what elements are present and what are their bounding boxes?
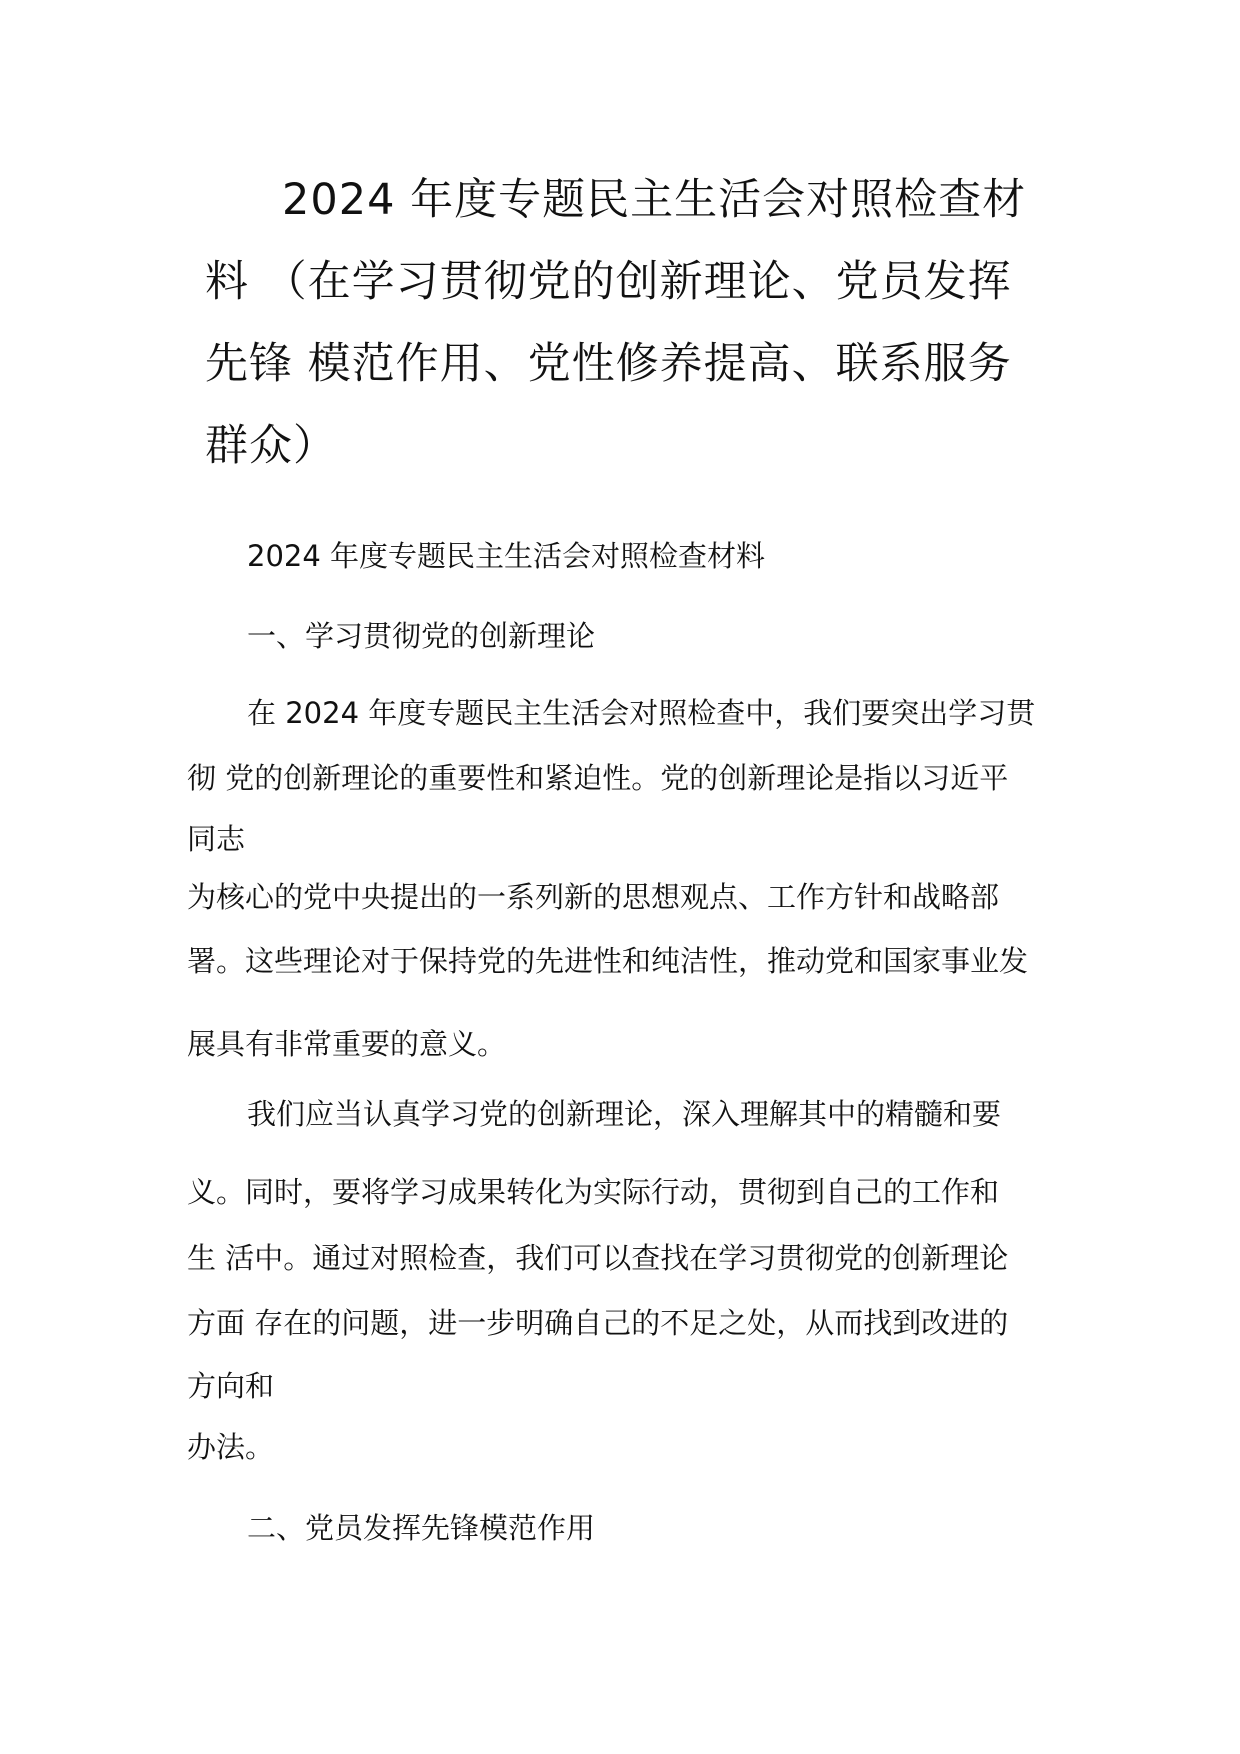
section-heading-2: 二、党员发挥先锋模范作用 bbox=[247, 1511, 596, 1545]
paragraph-line: 我们应当认真学习党的创新理论，深入理解其中的精髓和要 bbox=[247, 1097, 1002, 1131]
paragraph-line: 彻 党的创新理论的重要性和紧迫性。党的创新理论是指以习近平 bbox=[187, 761, 1009, 795]
title-line-2: 料 （在学习贯彻党的创新理论、党员发挥 bbox=[205, 257, 1012, 307]
paragraph-line: 义。同时，要将学习成果转化为实际行动，贯彻到自己的工作和 bbox=[187, 1175, 1000, 1209]
title-line-1: 2024 年度专题民主生活会对照检查材 bbox=[282, 175, 1027, 225]
paragraph-line: 署。这些理论对于保持党的先进性和纯洁性，推动党和国家事业发 bbox=[187, 944, 1029, 978]
section-heading-1: 一、学习贯彻党的创新理论 bbox=[247, 619, 596, 653]
title-line-4: 群众） bbox=[205, 421, 337, 471]
paragraph-line: 方面 存在的问题，进一步明确自己的不足之处，从而找到改进的 bbox=[187, 1306, 1009, 1340]
title-line-3: 先锋 模范作用、党性修养提高、联系服务 bbox=[205, 339, 1012, 389]
paragraph-line: 在 2024 年度专题民主生活会对照检查中，我们要突出学习贯 bbox=[247, 696, 1036, 730]
paragraph-line: 办法。 bbox=[187, 1430, 275, 1464]
paragraph-line: 为核心的党中央提出的一系列新的思想观点、工作方针和战略部 bbox=[187, 880, 1000, 914]
subtitle: 2024 年度专题民主生活会对照检查材料 bbox=[247, 539, 766, 573]
paragraph-line: 同志 bbox=[187, 822, 246, 856]
paragraph-line: 生 活中。通过对照检查，我们可以查找在学习贯彻党的创新理论 bbox=[187, 1241, 1009, 1275]
paragraph-line: 展具有非常重要的意义。 bbox=[187, 1027, 507, 1061]
paragraph-line: 方向和 bbox=[187, 1369, 275, 1403]
